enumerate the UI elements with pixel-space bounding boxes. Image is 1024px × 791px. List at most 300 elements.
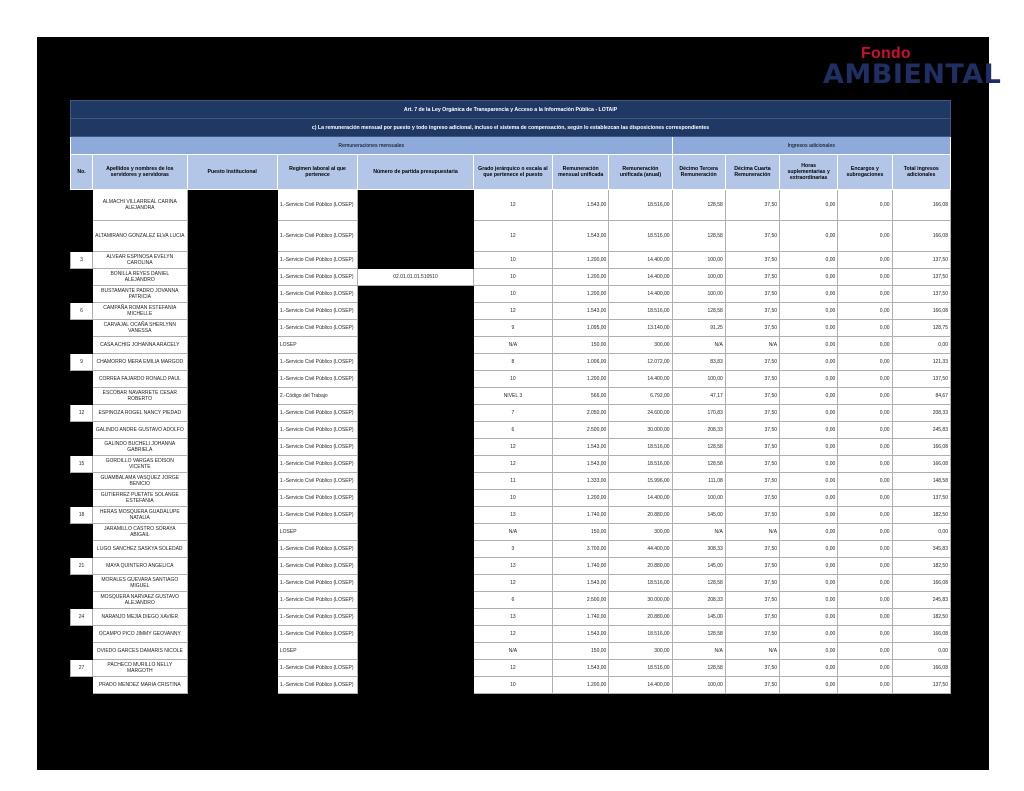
total-ingresos-cell: 182,50 [892,609,950,626]
partida-presupuestaria-cell [358,422,474,439]
total-ingresos-cell: 128,75 [892,320,950,337]
remuneracion-anual-cell: 30.000,00 [609,592,672,609]
regimen-laboral-cell: 1.-Servicio Civil Público (LOSEP) [277,575,357,592]
col-header-grado: Grado jerárquico o escala al que pertenece el puesto [473,155,552,190]
partida-presupuestaria-cell [358,473,474,490]
puesto-redacted-cell [187,269,277,286]
employee-name-cell: ESPINOZA ROGEL NANCY PIEDAD [93,405,187,422]
encargos-cell: 0,00 [838,541,892,558]
grado-jerarquico-cell: 13 [473,609,552,626]
remuneracion-mensual-cell: 1.740,00 [553,558,609,575]
total-ingresos-cell: 137,50 [892,286,950,303]
puesto-redacted-cell [187,643,277,660]
encargos-cell: 0,00 [838,575,892,592]
partida-presupuestaria-cell [358,643,474,660]
table-subtitle: c) La remuneración mensual por puesto y todo ingreso adicional, incluso el sistema de compensación, según lo establezcan las disposiciones correspondientes [71,119,951,137]
decima-cuarta-cell: 37,50 [725,303,779,320]
puesto-redacted-cell [187,541,277,558]
total-ingresos-cell: 121,33 [892,354,950,371]
fondo-ambiental-logo [823,41,1002,91]
remuneracion-mensual-cell: 2.500,00 [553,592,609,609]
total-ingresos-cell: 245,83 [892,592,950,609]
remuneracion-mensual-cell: 1.200,00 [553,490,609,507]
decimo-tercera-cell: 170,83 [672,405,725,422]
row-number-cell: 15 [71,456,93,473]
employee-name-cell: CHAMORRO MERA EMILIA MARGOD [93,354,187,371]
partida-presupuestaria-cell [358,190,474,221]
remuneracion-mensual-cell: 1.200,00 [553,286,609,303]
table-row [71,221,951,252]
grado-jerarquico-cell: 13 [473,558,552,575]
partida-presupuestaria-cell [358,320,474,337]
encargos-cell: 0,00 [838,286,892,303]
horas-extra-cell: 0,00 [780,490,838,507]
puesto-redacted-cell [187,337,277,354]
decima-cuarta-cell: 37,50 [725,592,779,609]
total-ingresos-cell: 0,00 [892,337,950,354]
remuneracion-mensual-cell: 1.543,00 [553,660,609,677]
decima-cuarta-cell: 37,50 [725,221,779,252]
horas-extra-cell: 0,00 [780,354,838,371]
total-ingresos-cell: 137,50 [892,371,950,388]
decimo-tercera-cell: 100,00 [672,252,725,269]
remuneracion-anual-cell: 14.400,00 [609,252,672,269]
decimo-tercera-cell: N/A [672,524,725,541]
table-row [71,643,951,660]
encargos-cell: 0,00 [838,507,892,524]
total-ingresos-cell: 166,08 [892,190,950,221]
partida-presupuestaria-cell [358,439,474,456]
row-number-cell [71,490,93,507]
remuneracion-anual-cell: 15.996,00 [609,473,672,490]
regimen-laboral-cell: 1.-Servicio Civil Público (LOSEP) [277,473,357,490]
decimo-tercera-cell: 128,58 [672,221,725,252]
puesto-redacted-cell [187,660,277,677]
grado-jerarquico-cell: 13 [473,507,552,524]
decima-cuarta-cell: 37,50 [725,473,779,490]
table-row [71,371,951,388]
employee-name-cell: MAYA QUINTERO ANGELICA [93,558,187,575]
remuneracion-mensual-cell: 1.543,00 [553,626,609,643]
employee-name-cell: CARVAJAL OCAÑA SHERLYNN VANESSA [93,320,187,337]
horas-extra-cell: 0,00 [780,371,838,388]
remuneracion-mensual-cell: 1.543,00 [553,221,609,252]
puesto-redacted-cell [187,320,277,337]
remuneracion-anual-cell: 18.516,00 [609,575,672,592]
partida-presupuestaria-cell [358,388,474,405]
regimen-laboral-cell: LOSEP [277,524,357,541]
horas-extra-cell: 0,00 [780,524,838,541]
row-number-cell [71,473,93,490]
decima-cuarta-cell: 37,50 [725,558,779,575]
partida-presupuestaria-cell [358,609,474,626]
remuneracion-mensual-cell: 150,00 [553,524,609,541]
total-ingresos-cell: 0,00 [892,643,950,660]
partida-presupuestaria-cell [358,660,474,677]
remuneracion-mensual-cell: 1.200,00 [553,269,609,286]
table-row [71,286,951,303]
decimo-tercera-cell: 128,58 [672,456,725,473]
table-row [71,626,951,643]
horas-extra-cell: 0,00 [780,405,838,422]
partida-presupuestaria-cell [358,405,474,422]
regimen-laboral-cell: LOSEP [277,643,357,660]
table-row [71,541,951,558]
decima-cuarta-cell: 37,50 [725,439,779,456]
regimen-laboral-cell: 1.-Servicio Civil Público (LOSEP) [277,541,357,558]
remuneracion-anual-cell: 14.400,00 [609,677,672,694]
partida-presupuestaria-cell [358,371,474,388]
horas-extra-cell: 0,00 [780,422,838,439]
employee-name-cell: LUGO SANCHEZ SASKYA SOLEDAD [93,541,187,558]
puesto-redacted-cell [187,575,277,592]
logo-word-fondo: Fondo [861,45,911,62]
employee-name-cell: NARANJO MEJIA DIEGO XAVIER [93,609,187,626]
decima-cuarta-cell: 37,50 [725,541,779,558]
employee-name-cell: GUAMBALAMA VASQUEZ JORGE BENICIO [93,473,187,490]
row-number-cell [71,439,93,456]
puesto-redacted-cell [187,221,277,252]
remuneracion-mensual-cell: 1.543,00 [553,456,609,473]
decima-cuarta-cell: 37,50 [725,269,779,286]
total-ingresos-cell: 137,50 [892,252,950,269]
row-number-cell: 21 [71,558,93,575]
remuneracion-anual-cell: 20.880,00 [609,558,672,575]
employee-name-cell: ESCOBAR NAVARRETE CESAR ROBERTO [93,388,187,405]
grado-jerarquico-cell: 11 [473,473,552,490]
horas-extra-cell: 0,00 [780,269,838,286]
horas-extra-cell: 0,00 [780,609,838,626]
partida-presupuestaria-cell [358,558,474,575]
partida-presupuestaria-cell [358,456,474,473]
remuneracion-mensual-cell: 1.740,00 [553,507,609,524]
col-header-partida: Número de partida presupuestaria [358,155,474,190]
partida-presupuestaria-cell [358,575,474,592]
total-ingresos-cell: 84,67 [892,388,950,405]
table-row [71,422,951,439]
employee-name-cell: OCAMPO PICO JIMMY GEOVANNY [93,626,187,643]
regimen-laboral-cell: 1.-Servicio Civil Público (LOSEP) [277,422,357,439]
total-ingresos-cell: 182,50 [892,558,950,575]
decimo-tercera-cell: 100,00 [672,286,725,303]
remuneracion-mensual-cell: 1.006,00 [553,354,609,371]
col-header-horas: Horas suplementarias y extraordinarias [780,155,838,190]
regimen-laboral-cell: 1.-Servicio Civil Público (LOSEP) [277,660,357,677]
decimo-tercera-cell: 128,58 [672,626,725,643]
horas-extra-cell: 0,00 [780,286,838,303]
encargos-cell: 0,00 [838,388,892,405]
employee-name-cell: MOSQUERA NARVAEZ GUSTAVO ALEJANDRO [93,592,187,609]
regimen-laboral-cell: 1.-Servicio Civil Público (LOSEP) [277,269,357,286]
horas-extra-cell: 0,00 [780,252,838,269]
remuneracion-mensual-cell: 3.700,00 [553,541,609,558]
encargos-cell: 0,00 [838,473,892,490]
decimo-tercera-cell: N/A [672,337,725,354]
partida-presupuestaria-cell [358,286,474,303]
decimo-tercera-cell: 100,00 [672,677,725,694]
decimo-tercera-cell: 111,08 [672,473,725,490]
group-remuneraciones-mensuales: Remuneraciones mensuales [71,137,673,155]
decimo-tercera-cell: 208,33 [672,422,725,439]
decimo-tercera-cell: 47,17 [672,388,725,405]
total-ingresos-cell: 245,83 [892,422,950,439]
row-number-cell [71,592,93,609]
remuneracion-anual-cell: 18.516,00 [609,439,672,456]
table-row [71,507,951,524]
decima-cuarta-cell: 37,50 [725,609,779,626]
employee-name-cell: BUSTAMANTE PADRO JOVANNA PATRICIA [93,286,187,303]
grado-jerarquico-cell: 12 [473,626,552,643]
horas-extra-cell: 0,00 [780,473,838,490]
horas-extra-cell: 0,00 [780,575,838,592]
row-number-cell: 12 [71,405,93,422]
encargos-cell: 0,00 [838,371,892,388]
col-header-no: No. [71,155,93,190]
encargos-cell: 0,00 [838,609,892,626]
row-number-cell [71,337,93,354]
logo-word-ambiental: AMBIENTAL [823,59,1002,90]
decimo-tercera-cell: 100,00 [672,490,725,507]
employee-name-cell: HERAS MOSQUERA GUADALUPE NATALIA [93,507,187,524]
employee-name-cell: GALINDO BUCHELI JOHANNA GABRIELA [93,439,187,456]
puesto-redacted-cell [187,371,277,388]
decima-cuarta-cell: 37,50 [725,422,779,439]
decima-cuarta-cell: 37,50 [725,388,779,405]
group-ingresos-adicionales: Ingresos adicionales [672,137,950,155]
remuneracion-anual-cell: 18.516,00 [609,221,672,252]
grado-jerarquico-cell: 12 [473,190,552,221]
horas-extra-cell: 0,00 [780,541,838,558]
encargos-cell: 0,00 [838,405,892,422]
employee-name-cell: BONILLA REYES DANIEL ALEJANDRO [93,269,187,286]
partida-presupuestaria-cell [358,354,474,371]
row-number-cell [71,422,93,439]
remuneracion-anual-cell: 13.140,00 [609,320,672,337]
remuneracion-anual-cell: 300,00 [609,337,672,354]
encargos-cell: 0,00 [838,252,892,269]
decimo-tercera-cell: 145,00 [672,507,725,524]
horas-extra-cell: 0,00 [780,592,838,609]
remuneracion-anual-cell: 18.516,00 [609,626,672,643]
horas-extra-cell: 0,00 [780,626,838,643]
row-number-cell [71,575,93,592]
decima-cuarta-cell: 37,50 [725,575,779,592]
grado-jerarquico-cell: 12 [473,439,552,456]
col-header-anual: Remuneración unificada (anual) [609,155,672,190]
regimen-laboral-cell: 1.-Servicio Civil Público (LOSEP) [277,456,357,473]
decima-cuarta-cell: 37,50 [725,456,779,473]
puesto-redacted-cell [187,592,277,609]
encargos-cell: 0,00 [838,354,892,371]
grado-jerarquico-cell: N/A [473,337,552,354]
puesto-redacted-cell [187,405,277,422]
total-ingresos-cell: 137,50 [892,269,950,286]
employee-name-cell: CAMPAÑA ROMAN ESTEFANIA MICHELLE [93,303,187,320]
remuneracion-mensual-cell: 2.500,00 [553,422,609,439]
employee-name-cell: GORDILLO VARGAS EDISON VICENTE [93,456,187,473]
row-number-cell: 18 [71,507,93,524]
regimen-laboral-cell: 1.-Servicio Civil Público (LOSEP) [277,558,357,575]
horas-extra-cell: 0,00 [780,388,838,405]
regimen-laboral-cell: 1.-Servicio Civil Público (LOSEP) [277,354,357,371]
col-header-total: Total ingresos adicionales [892,155,950,190]
employee-name-cell: JARAMILLO CASTRO SORAYA ABIGAIL [93,524,187,541]
remuneracion-anual-cell: 20.880,00 [609,609,672,626]
horas-extra-cell: 0,00 [780,558,838,575]
decimo-tercera-cell: 128,58 [672,190,725,221]
decima-cuarta-cell: N/A [725,643,779,660]
partida-presupuestaria-cell [358,592,474,609]
grado-jerarquico-cell: 10 [473,677,552,694]
col-header-mensual: Remuneración mensual unificada [553,155,609,190]
decima-cuarta-cell: 37,50 [725,677,779,694]
table-row [71,388,951,405]
encargos-cell: 0,00 [838,456,892,473]
decima-cuarta-cell: 37,50 [725,405,779,422]
remuneracion-anual-cell: 14.400,00 [609,269,672,286]
row-number-cell [71,626,93,643]
grado-jerarquico-cell: 3 [473,541,552,558]
employee-name-cell: GUTIERREZ PUETATE SOLANGE ESTEFANIA [93,490,187,507]
row-number-cell [71,371,93,388]
encargos-cell: 0,00 [838,439,892,456]
table-row [71,190,951,221]
grado-jerarquico-cell: 10 [473,269,552,286]
decimo-tercera-cell: 100,00 [672,371,725,388]
regimen-laboral-cell: 1.-Servicio Civil Público (LOSEP) [277,626,357,643]
total-ingresos-cell: 208,33 [892,405,950,422]
grado-jerarquico-cell: 12 [473,456,552,473]
remuneracion-anual-cell: 20.880,00 [609,507,672,524]
remuneracion-mensual-cell: 566,00 [553,388,609,405]
encargos-cell: 0,00 [838,524,892,541]
horas-extra-cell: 0,00 [780,456,838,473]
total-ingresos-cell: 345,83 [892,541,950,558]
puesto-redacted-cell [187,456,277,473]
row-number-cell [71,677,93,694]
table-row [71,320,951,337]
remuneracion-anual-cell: 14.400,00 [609,490,672,507]
remuneracion-anual-cell: 44.400,00 [609,541,672,558]
grado-jerarquico-cell: 7 [473,405,552,422]
total-ingresos-cell: 166,08 [892,626,950,643]
grado-jerarquico-cell: 10 [473,286,552,303]
col-header-decimo-tercera: Décimo Tercera Remuneración [672,155,725,190]
encargos-cell: 0,00 [838,626,892,643]
remuneracion-anual-cell: 300,00 [609,643,672,660]
row-number-cell [71,190,93,221]
row-number-cell: 6 [71,303,93,320]
employee-name-cell: ALTAMIRANO GONZALEZ ELVA LUCIA [93,221,187,252]
regimen-laboral-cell: 1.-Servicio Civil Público (LOSEP) [277,252,357,269]
decima-cuarta-cell: N/A [725,524,779,541]
table-row [71,609,951,626]
decima-cuarta-cell: 37,50 [725,320,779,337]
grado-jerarquico-cell: 6 [473,422,552,439]
encargos-cell: 0,00 [838,221,892,252]
row-number-cell [71,320,93,337]
table-row [71,405,951,422]
regimen-laboral-cell: 1.-Servicio Civil Público (LOSEP) [277,190,357,221]
total-ingresos-cell: 166,08 [892,660,950,677]
total-ingresos-cell: 137,50 [892,677,950,694]
employee-name-cell: CASA ACHIG JOHANNA ARACELY [93,337,187,354]
row-number-cell [71,524,93,541]
grado-jerarquico-cell: 12 [473,575,552,592]
decima-cuarta-cell: 37,50 [725,286,779,303]
grado-jerarquico-cell: 6 [473,592,552,609]
employee-name-cell: PRADO MENDEZ MARIA CRISTINA [93,677,187,694]
employee-name-cell: ALVEAR ESPINOSA EVELYN CAROLINA [93,252,187,269]
regimen-laboral-cell: 1.-Servicio Civil Público (LOSEP) [277,371,357,388]
table-row [71,473,951,490]
puesto-redacted-cell [187,354,277,371]
row-number-cell [71,388,93,405]
remuneracion-anual-cell: 14.400,00 [609,371,672,388]
col-header-puesto: Puesto Institucional [187,155,277,190]
grado-jerarquico-cell: 10 [473,252,552,269]
encargos-cell: 0,00 [838,558,892,575]
puesto-redacted-cell [187,677,277,694]
remuneracion-mensual-cell: 1.543,00 [553,575,609,592]
table-body [71,190,951,694]
remuneracion-mensual-cell: 1.333,00 [553,473,609,490]
col-header-name: Apellidos y nombres de los servidores y servidoras [93,155,187,190]
decimo-tercera-cell: 128,58 [672,575,725,592]
partida-presupuestaria-cell [358,677,474,694]
puesto-redacted-cell [187,558,277,575]
employee-name-cell: MORALES GUEVARA SANTIAGO MIGUEL [93,575,187,592]
total-ingresos-cell: 166,08 [892,456,950,473]
row-number-cell [71,541,93,558]
table-row [71,490,951,507]
table-row [71,456,951,473]
encargos-cell: 0,00 [838,303,892,320]
puesto-redacted-cell [187,490,277,507]
grado-jerarquico-cell: N/A [473,524,552,541]
regimen-laboral-cell: 1.-Servicio Civil Público (LOSEP) [277,405,357,422]
remuneracion-mensual-cell: 1.740,00 [553,609,609,626]
encargos-cell: 0,00 [838,422,892,439]
decima-cuarta-cell: 37,50 [725,354,779,371]
regimen-laboral-cell: 1.-Servicio Civil Público (LOSEP) [277,303,357,320]
table-row [71,592,951,609]
regimen-laboral-cell: 1.-Servicio Civil Público (LOSEP) [277,609,357,626]
horas-extra-cell: 0,00 [780,320,838,337]
horas-extra-cell: 0,00 [780,221,838,252]
decimo-tercera-cell: 308,33 [672,541,725,558]
table-row [71,575,951,592]
remuneracion-mensual-cell: 1.200,00 [553,677,609,694]
partida-presupuestaria-cell: 02.01.01.01.510510 [358,269,474,286]
table-row [71,660,951,677]
table-row [71,252,951,269]
remuneracion-mensual-cell: 1.200,00 [553,252,609,269]
horas-extra-cell: 0,00 [780,507,838,524]
table-row [71,677,951,694]
regimen-laboral-cell: 2.-Código del Trabajo [277,388,357,405]
decima-cuarta-cell: 37,50 [725,507,779,524]
remuneracion-mensual-cell: 1.200,00 [553,371,609,388]
grado-jerarquico-cell: 12 [473,221,552,252]
table-row [71,524,951,541]
row-number-cell: 27 [71,660,93,677]
remuneracion-anual-cell: 24.600,00 [609,405,672,422]
table-row [71,558,951,575]
total-ingresos-cell: 166,08 [892,303,950,320]
employee-name-cell: ALMACHI VILLARREAL CARINA ALEJANDRA [93,190,187,221]
regimen-laboral-cell: 1.-Servicio Civil Público (LOSEP) [277,221,357,252]
